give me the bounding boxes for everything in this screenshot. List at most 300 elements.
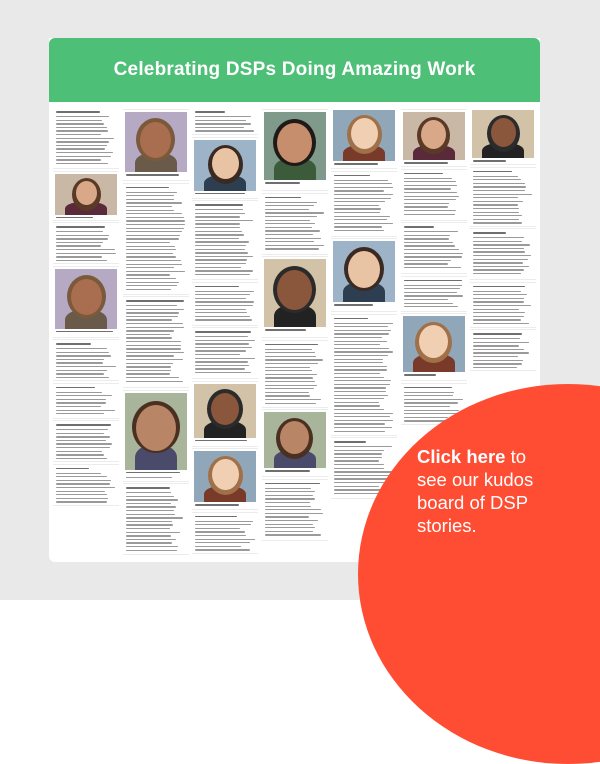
post-text-line	[473, 312, 525, 313]
post-heading	[126, 487, 170, 489]
post-text-line	[56, 352, 109, 353]
post-text-line	[126, 542, 172, 543]
post-text-line	[195, 521, 253, 522]
post-text-line	[56, 348, 107, 349]
post-text-line	[126, 550, 177, 551]
post-text-line	[334, 416, 390, 417]
post-text-line	[126, 242, 170, 243]
post-text-line	[195, 350, 246, 351]
post-text-line	[126, 260, 181, 261]
post-text-line	[56, 148, 105, 149]
post-text-line	[265, 509, 321, 510]
post-text-line	[265, 352, 315, 353]
post-text-line	[56, 152, 113, 153]
post-text-line	[404, 406, 450, 407]
post-text-line	[126, 282, 179, 283]
post-text-line	[56, 256, 102, 257]
post-text-line	[56, 440, 106, 441]
post-heading	[265, 197, 301, 199]
post-text-line	[404, 206, 448, 207]
post-text-line	[473, 215, 522, 216]
post-text-line	[404, 285, 462, 286]
post-text-line	[404, 413, 459, 414]
post-text-line	[404, 392, 454, 393]
post-text-line	[334, 348, 389, 349]
post-text-line	[265, 534, 321, 535]
post-photo	[125, 112, 187, 172]
post-text-line	[195, 531, 245, 532]
post-text-line	[56, 141, 109, 142]
post-text-line	[334, 212, 380, 213]
post-text-line	[126, 316, 178, 317]
post-text-line	[334, 486, 379, 487]
post-text-line	[473, 352, 529, 353]
post-photo	[55, 269, 117, 329]
photo-face	[421, 120, 446, 149]
post-heading	[334, 441, 366, 443]
post-text-line	[473, 323, 529, 324]
board-post	[401, 314, 467, 380]
board-post	[192, 108, 258, 134]
post-text-line	[56, 163, 108, 164]
post-text-line	[56, 231, 103, 232]
post-text-line	[195, 524, 251, 525]
post-text-line	[334, 373, 380, 374]
photo-face	[211, 393, 239, 425]
post-text-line	[56, 245, 101, 246]
post-text-line	[126, 492, 171, 493]
post-text-line	[195, 241, 249, 242]
post-text-line	[404, 242, 453, 243]
post-heading	[195, 440, 247, 442]
post-text-line	[265, 205, 314, 206]
post-text-line	[473, 342, 529, 343]
board-post	[470, 168, 536, 226]
post-text-line	[126, 370, 171, 371]
photo-face	[140, 122, 171, 158]
post-text-line	[473, 305, 531, 306]
post-text-line	[126, 337, 172, 338]
post-text-line	[195, 267, 241, 268]
post-text-line	[404, 185, 457, 186]
post-text-line	[404, 263, 448, 264]
post-text-line	[195, 227, 240, 228]
post-text-line	[265, 212, 324, 213]
post-heading	[126, 300, 184, 302]
post-text-line	[126, 499, 178, 500]
post-text-line	[334, 391, 386, 392]
post-text-line	[334, 380, 391, 381]
post-text-line	[126, 271, 185, 272]
post-text-line	[126, 274, 170, 275]
post-text-line	[56, 454, 104, 455]
post-text-line	[334, 431, 385, 432]
post-photo	[472, 110, 534, 158]
board-post	[53, 223, 119, 263]
board-post	[331, 315, 397, 435]
post-heading	[265, 182, 300, 184]
post-text-line	[404, 210, 456, 211]
board-post	[53, 108, 119, 168]
post-text-line	[195, 130, 254, 131]
post-text-line	[404, 260, 451, 261]
post-text-line	[265, 202, 317, 203]
post-text-line	[56, 123, 104, 124]
post-text-line	[404, 402, 458, 403]
board-post	[262, 110, 328, 190]
post-text-line	[473, 309, 519, 310]
post-text-line	[195, 216, 240, 217]
post-text-line	[56, 156, 111, 157]
photo-face	[136, 405, 176, 451]
cta-link-rest[interactable]: to see our kudos board of DSP stories.	[417, 446, 534, 536]
board-post	[123, 391, 189, 481]
post-text-line	[126, 305, 177, 306]
post-heading	[195, 331, 251, 333]
post-text-line	[334, 427, 392, 428]
post-text-line	[126, 363, 173, 364]
post-text-line	[195, 291, 254, 292]
post-text-line	[56, 399, 106, 400]
post-heading	[126, 187, 169, 189]
post-text-line	[56, 483, 110, 484]
post-text-line	[126, 199, 174, 200]
post-text-line	[265, 516, 309, 517]
post-text-line	[265, 381, 315, 382]
post-heading	[195, 204, 243, 206]
post-text-line	[473, 208, 519, 209]
board-post	[401, 223, 467, 273]
post-text-line	[404, 196, 459, 197]
post-text-line	[265, 227, 312, 228]
post-text-line	[265, 241, 314, 242]
post-text-line	[265, 506, 311, 507]
post-text-line	[56, 138, 114, 139]
post-text-line	[265, 356, 316, 357]
board-post	[262, 257, 328, 337]
post-text-line	[195, 316, 250, 317]
post-text-line	[265, 388, 314, 389]
post-text-line	[56, 159, 101, 160]
post-heading	[334, 163, 378, 165]
post-heading	[195, 286, 239, 288]
post-text-line	[56, 395, 112, 396]
post-text-line	[473, 291, 521, 292]
post-text-line	[126, 352, 184, 353]
post-text-line	[334, 478, 388, 479]
board-post	[470, 283, 536, 327]
post-text-line	[56, 406, 101, 407]
photo-face	[277, 270, 312, 310]
post-text-line	[404, 295, 463, 296]
post-text-line	[473, 262, 523, 263]
board-post	[401, 277, 467, 311]
cta-link-bold[interactable]: Click here	[417, 446, 506, 467]
post-text-line	[195, 294, 250, 295]
post-text-line	[473, 338, 520, 339]
post-text-line	[404, 238, 449, 239]
post-photo	[194, 140, 256, 191]
post-text-line	[126, 253, 173, 254]
post-heading	[404, 226, 434, 228]
post-text-line	[56, 458, 107, 459]
post-text-line	[265, 531, 313, 532]
post-text-line	[56, 235, 109, 236]
post-text-line	[334, 194, 393, 195]
post-text-line	[56, 433, 104, 434]
post-text-line	[334, 208, 381, 209]
post-text-line	[56, 377, 109, 378]
post-text-line	[334, 198, 391, 199]
post-text-line	[195, 368, 245, 369]
post-text-line	[334, 359, 383, 360]
board-column	[262, 108, 328, 560]
post-text-line	[195, 256, 253, 257]
post-text-line	[126, 289, 171, 290]
post-text-line	[473, 222, 522, 223]
post-text-line	[195, 319, 252, 320]
post-heading	[404, 280, 462, 282]
post-text-line	[334, 450, 384, 451]
banner	[49, 38, 540, 102]
post-text-line	[126, 510, 174, 511]
post-text-line	[334, 201, 385, 202]
post-text-line	[126, 195, 174, 196]
post-text-line	[56, 249, 115, 250]
post-text-line	[56, 362, 103, 363]
post-text-line	[195, 372, 251, 373]
post-text-line	[265, 377, 313, 378]
post-text-line	[473, 360, 523, 361]
post-text-line	[334, 413, 393, 414]
post-heading	[334, 318, 368, 320]
post-text-line	[334, 457, 382, 458]
post-heading	[265, 344, 318, 346]
post-text-line	[56, 355, 111, 356]
post-text-line	[334, 230, 384, 231]
post-photo	[264, 259, 326, 327]
post-text-line	[404, 231, 458, 232]
post-text-line	[473, 248, 524, 249]
post-heading	[56, 217, 93, 219]
post-text-line	[195, 231, 242, 232]
post-text-line	[126, 213, 182, 214]
post-text-line	[126, 348, 181, 349]
post-text-line	[126, 381, 183, 382]
post-text-line	[126, 532, 180, 533]
photo-face	[419, 325, 448, 358]
post-text-line	[126, 267, 174, 268]
post-text-line	[126, 249, 176, 250]
post-heading	[126, 472, 180, 474]
post-text-line	[404, 306, 458, 307]
board-column	[53, 108, 119, 560]
board-column	[123, 108, 189, 560]
photo-face	[76, 181, 97, 205]
board-post	[401, 170, 467, 220]
post-text-line	[334, 362, 383, 363]
post-text-line	[195, 309, 246, 310]
post-text-line	[334, 482, 387, 483]
post-text-line	[473, 349, 524, 350]
post-photo	[194, 451, 256, 502]
post-text-line	[334, 330, 391, 331]
board-post	[192, 328, 258, 378]
post-text-line	[334, 384, 390, 385]
post-text-line	[334, 355, 388, 356]
post-text-line	[334, 387, 386, 388]
board-post	[262, 410, 328, 476]
post-text-line	[56, 487, 115, 488]
post-text-line	[126, 192, 177, 193]
post-text-line	[56, 429, 108, 430]
post-text-line	[195, 312, 247, 313]
post-heading	[195, 516, 237, 518]
post-text-line	[334, 446, 392, 447]
post-heading	[473, 171, 512, 173]
post-heading	[56, 331, 113, 333]
post-text-line	[334, 366, 387, 367]
post-text-line	[404, 188, 451, 189]
board-post	[53, 421, 119, 461]
post-text-line	[56, 120, 102, 121]
post-heading	[334, 175, 370, 177]
post-text-line	[195, 305, 253, 306]
post-text-line	[126, 224, 185, 225]
post-text-line	[404, 288, 460, 289]
post-text-line	[265, 248, 319, 249]
post-heading	[126, 174, 179, 176]
post-text-line	[473, 319, 521, 320]
post-text-line	[404, 181, 456, 182]
post-text-line	[404, 253, 463, 254]
post-text-line	[404, 214, 455, 215]
board-post	[53, 267, 119, 337]
post-text-line	[265, 230, 320, 231]
post-text-line	[195, 365, 249, 366]
photo-face	[212, 148, 239, 179]
post-text-line	[126, 524, 173, 525]
post-heading	[265, 483, 320, 485]
post-text-line	[126, 514, 175, 515]
photo-face	[351, 118, 378, 149]
post-text-line	[195, 358, 255, 359]
post-text-line	[404, 395, 453, 396]
board-post	[192, 201, 258, 279]
post-text-line	[195, 354, 240, 355]
post-text-line	[473, 356, 518, 357]
post-text-line	[473, 237, 524, 238]
post-text-line	[334, 453, 382, 454]
post-text-line	[195, 116, 251, 117]
post-text-line	[404, 199, 456, 200]
board-post	[123, 484, 189, 554]
post-text-line	[126, 312, 179, 313]
post-text-line	[56, 116, 109, 117]
post-text-line	[334, 219, 387, 220]
post-text-line	[56, 134, 101, 135]
post-text-line	[265, 491, 315, 492]
board-post	[192, 382, 258, 446]
post-text-line	[334, 226, 382, 227]
board-post	[470, 330, 536, 370]
post-text-line	[473, 269, 524, 270]
post-text-line	[195, 340, 255, 341]
post-text-line	[195, 274, 250, 275]
post-text-line	[473, 212, 519, 213]
post-text-line	[404, 249, 459, 250]
post-text-line	[265, 370, 312, 371]
post-text-line	[195, 347, 252, 348]
post-text-line	[56, 443, 112, 444]
photo-face	[348, 251, 380, 288]
post-text-line	[56, 238, 108, 239]
post-text-line	[473, 266, 529, 267]
post-text-line	[56, 494, 107, 495]
post-heading	[195, 111, 225, 113]
post-heading	[195, 504, 239, 506]
post-text-line	[56, 242, 103, 243]
post-photo	[194, 384, 256, 438]
post-text-line	[265, 524, 313, 525]
post-text-line	[473, 244, 530, 245]
post-heading	[195, 193, 245, 195]
post-text-line	[473, 194, 532, 195]
post-text-line	[56, 130, 108, 131]
post-text-line	[334, 326, 388, 327]
post-text-line	[56, 476, 107, 477]
post-text-line	[404, 203, 449, 204]
post-text-line	[56, 253, 116, 254]
post-text-line	[334, 464, 384, 465]
post-text-line	[334, 377, 384, 378]
post-text-line	[195, 220, 253, 221]
post-text-line	[334, 351, 393, 352]
cta-link[interactable]	[417, 445, 542, 537]
post-text-line	[473, 201, 523, 202]
post-text-line	[404, 399, 463, 400]
post-text-line	[195, 263, 246, 264]
post-text-line	[195, 252, 248, 253]
post-text-line	[126, 359, 183, 360]
post-text-line	[126, 202, 182, 203]
post-text-line	[126, 528, 170, 529]
post-heading	[473, 333, 522, 335]
photo-face	[491, 118, 516, 147]
board-column	[192, 108, 258, 560]
post-text-line	[404, 178, 452, 179]
post-text-line	[126, 319, 172, 320]
post-text-line	[56, 447, 110, 448]
post-text-line	[126, 535, 171, 536]
post-text-line	[334, 489, 385, 490]
board-post	[53, 384, 119, 418]
post-text-line	[265, 498, 315, 499]
post-text-line	[334, 420, 393, 421]
post-text-line	[404, 245, 455, 246]
post-text-line	[334, 337, 382, 338]
post-text-line	[195, 542, 250, 543]
post-text-line	[265, 488, 311, 489]
post-text-line	[126, 345, 181, 346]
post-text-line	[404, 299, 448, 300]
post-text-line	[56, 392, 102, 393]
post-text-line	[126, 546, 178, 547]
post-text-line	[195, 539, 255, 540]
post-text-line	[126, 539, 176, 540]
post-text-line	[126, 327, 184, 328]
post-text-line	[473, 251, 525, 252]
